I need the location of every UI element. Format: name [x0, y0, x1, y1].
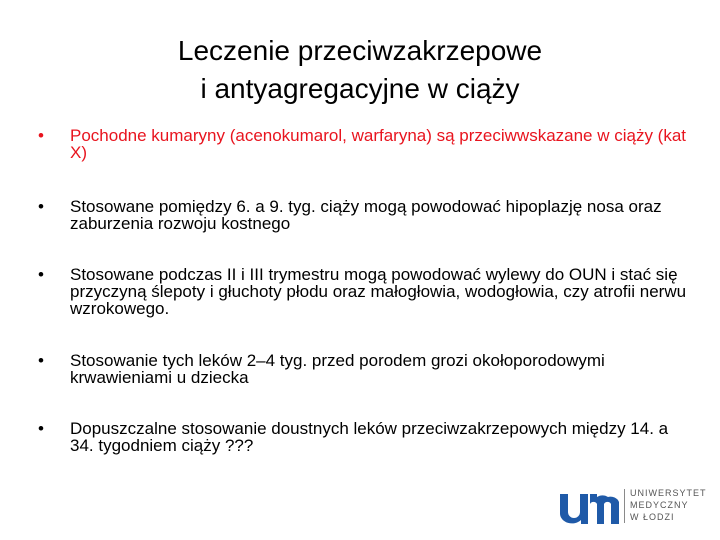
university-logo: [558, 486, 718, 526]
bullet-item-coumarin-contraindication: [38, 127, 688, 161]
bullet-text: Stosowane podczas II i III trymestru mogą powodować wylewy do OUN i stać się przyczyną ślepoty i głuchoty płodu oraz małogłowia, wodogłowia, czy atrofii nerwu wzrokowego.: [70, 265, 687, 318]
bullet-text: Stosowane pomiędzy 6. a 9. tyg. ciąży mogą powodować hipoplazję nosa oraz zaburzenia rozwoju kostnego: [70, 197, 662, 233]
bullet-marker: •: [38, 419, 44, 438]
bullet-marker: •: [38, 197, 44, 216]
um-logo-icon: [558, 486, 620, 526]
bullet-item-perinatal-bleeding: [38, 352, 688, 386]
logo-text-line-1: UNIWERSYTET: [630, 488, 707, 498]
logo-wordmark: [630, 487, 707, 523]
bullet-text: Pochodne kumaryny (acenokumarol, warfaryna) są przeciwwskazane w ciąży (kat X): [70, 126, 687, 162]
bullet-marker: •: [38, 126, 44, 145]
bullet-marker: •: [38, 265, 44, 284]
bullet-item-trimester-effects: [38, 266, 688, 317]
logo-text-line-2: MEDYCZNY: [630, 500, 689, 510]
logo-text-line-3: W ŁODZI: [630, 512, 675, 522]
slide-title-line-2: i antyagregacyjne w ciąży: [200, 73, 520, 104]
logo-divider: [624, 489, 625, 523]
bullet-item-permitted-use: [38, 420, 688, 454]
slide-title-line-1: Leczenie przeciwzakrzepowe: [177, 35, 543, 66]
bullet-item-early-pregnancy-effects: [38, 198, 688, 232]
bullet-marker: •: [38, 351, 44, 370]
bullet-text: Dopuszczalne stosowanie doustnych leków przeciwzakrzepowych między 14. a 34. tygodniem ciąży ???: [70, 419, 669, 455]
bullet-text: Stosowanie tych leków 2–4 tyg. przed porodem grozi okołoporodowymi krwawieniami u dziecka: [70, 351, 605, 387]
